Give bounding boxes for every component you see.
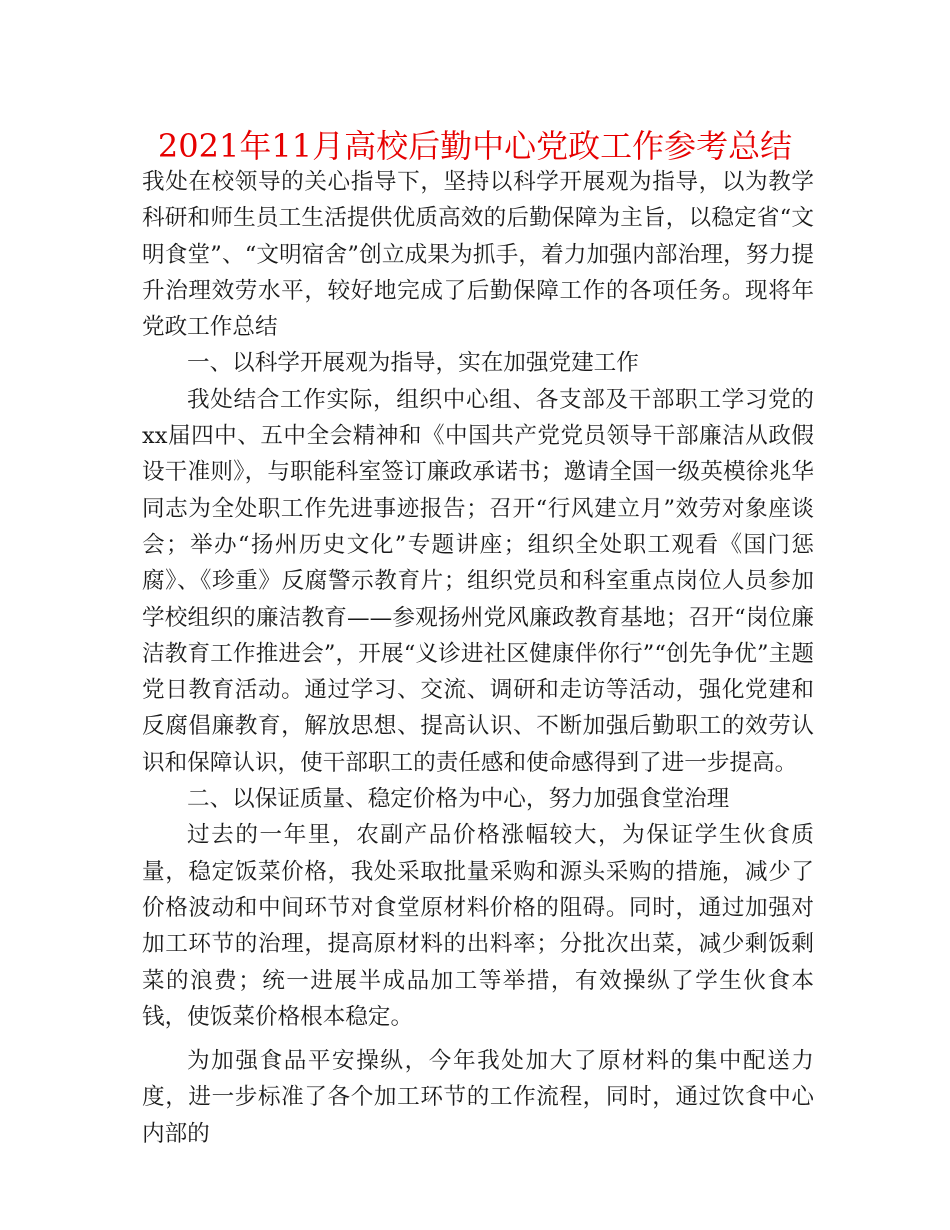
section-heading-2: 二、以保证质量、稳定价格为中心，努力加强食堂治理 [187, 786, 730, 813]
document-body [142, 164, 814, 1152]
paragraph-food-safety: 为加强食品平安操纵，今年我处加大了原材料的集中配送力度，进一步标准了各个加工环节的工作流程，同时，通过饮食中心内部的 [142, 1048, 814, 1147]
paragraph-party-building: 我处结合工作实际，组织中心组、各支部及干部职工学习党的xx届四中、五中全会精神和《中国共产党党员领导干部廉洁从政假设干准则》，与职能科室签订廉政承诺书；邀请全国一级英模徐兆华同志为全处职工作先进事迹报告；召开“行风建立月”效劳对象座谈会；举办“扬州历史文化”专题讲座；组织全处职工观看《国门惩腐》、《珍重》反腐警示教育片；组织党员和科室重点岗位人员参加学校组织的廉洁教育——参观扬州党风廉政教育基地；召开“岗位廉洁教育工作推进会”，开展“义诊进社区健康伴你行”“创先争优”主题党日教育活动。通过学习、交流、调研和走访等活动，强化党建和反腐倡廉教育，解放思想、提高认识、不断加强后勤职工的效劳认识和保障认识，使干部职工的责任感和使命感得到了进一步提高。 [142, 386, 814, 776]
paragraph-canteen-prices: 过去的一年里，农副产品价格涨幅较大，为保证学生伙食质量，稳定饭菜价格，我处采取批量采购和源头采购的措施，减少了价格波动和中间环节对食堂原材料价格的阻碍。同时，通过加强对加工环节的治理，提高原材料的出料率；分批次出菜，减少剩饭剩菜的浪费；统一进展半成品加工等举措，有效操纵了学生伙食本钱，使饭菜价格根本稳定。 [142, 822, 814, 1030]
paragraph-intro: 我处在校领导的关心指导下，坚持以科学开展观为指导，以为教学科研和师生员工生活提供优质高效的后勤保障为主旨，以稳定省“文明食堂”、“文明宿舍”创立成果为抓手，着力加强内部治理，努力提升治理效劳水平，较好地完成了后勤保障工作的各项任务。现将年党政工作总结 [142, 169, 814, 341]
document-title: 2021年11月高校后勤中心党政工作参考总结 [157, 127, 793, 165]
section-heading-1: 一、以科学开展观为指导，实在加强党建工作 [187, 350, 639, 377]
